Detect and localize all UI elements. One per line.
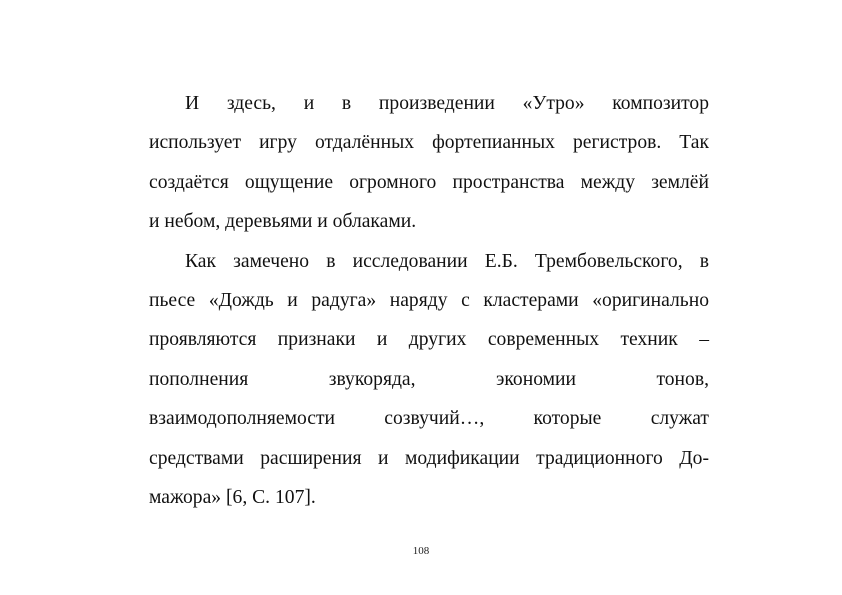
paragraph-line: использует игру отдалённых фортепианных регистров. Так [149,132,709,154]
paragraph-line: создаётся ощущение огромного пространства между землёй [149,171,709,193]
paragraph-line: взаимодополняемости созвучий…, которые служат [149,408,709,430]
paragraph-line: и небом, деревьями и облаками. [149,211,417,233]
paragraph-1 [149,84,709,242]
body-text [149,84,709,517]
page-number: 108 [412,545,430,557]
paragraph-line: И здесь, и в произведении «Утро» композитор [185,93,709,114]
paragraph-line: пьесе «Дождь и радуга» наряду с кластерами «оригинально [149,289,709,311]
paragraph-line: проявляются признаки и других современных техник – [149,329,709,351]
paragraph-2 [149,242,709,518]
paragraph-line: средствами расширения и модификации традиционного До- [149,447,709,469]
paragraph-line: мажора» [6, С. 107]. [149,486,316,508]
paragraph-line: пополнения звукоряда, экономии тонов, [149,368,709,390]
paragraph-line: Как замечено в исследовании Е.Б. Трембовельского, в [185,250,709,272]
